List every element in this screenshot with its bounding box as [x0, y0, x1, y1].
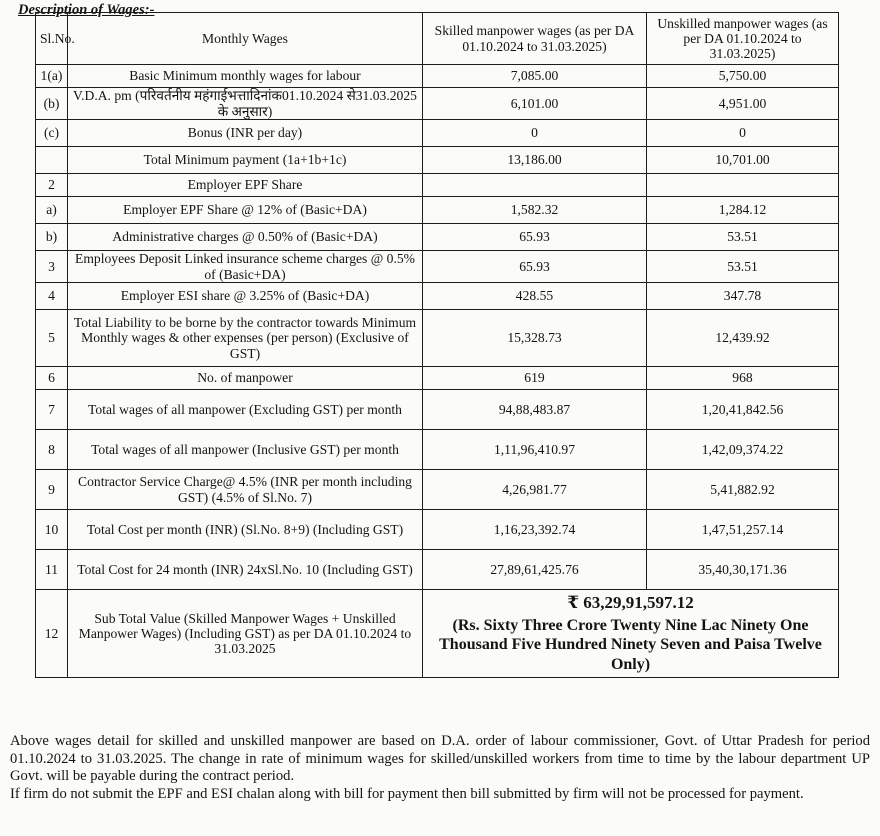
note-paragraph: If firm do not submit the EPF and ESI chalan along with bill for payment then bill submitted by firm will not be processed for payment. [10, 785, 804, 802]
cell-unskilled: 10,701.00 [647, 147, 839, 174]
table-row [36, 65, 839, 88]
summary-desc: Sub Total Value (Skilled Manpower Wages + Unskilled Manpower Wages) (Including GST) as per DA 01.10.2024 to 31.03.2025 [68, 590, 423, 678]
table-row [36, 510, 839, 550]
cell-sl: 4 [36, 283, 68, 310]
cell-sl: (b) [36, 88, 68, 120]
notes [10, 733, 870, 803]
col-header-unskilled: Unskilled manpower wages (as per DA 01.10.2024 to 31.03.2025) [647, 13, 839, 65]
summary-amount: ₹ 63,29,91,597.12 [567, 592, 694, 612]
table-header-row [36, 13, 839, 65]
cell-skilled: 428.55 [423, 283, 647, 310]
table-row [36, 147, 839, 174]
cell-skilled: 1,582.32 [423, 197, 647, 224]
cell-sl: 11 [36, 550, 68, 590]
cell-unskilled: 1,284.12 [647, 197, 839, 224]
section-heading: Description of Wages:- [18, 2, 155, 18]
cell-desc: Total wages of all manpower (Excluding GST) per month [68, 390, 423, 430]
cell-desc: Employees Deposit Linked insurance scheme charges @ 0.5% of (Basic+DA) [68, 251, 423, 283]
cell-unskilled: 12,439.92 [647, 310, 839, 367]
cell-skilled [423, 174, 647, 197]
table-row [36, 251, 839, 283]
cell-desc: Total Minimum payment (1a+1b+1c) [68, 147, 423, 174]
table-row [36, 197, 839, 224]
cell-skilled: 4,26,981.77 [423, 470, 647, 510]
cell-desc: Total Cost per month (INR) (Sl.No. 8+9) (Including GST) [68, 510, 423, 550]
table-row [36, 120, 839, 147]
cell-skilled: 619 [423, 367, 647, 390]
cell-skilled: 15,328.73 [423, 310, 647, 367]
cell-unskilled: 1,20,41,842.56 [647, 390, 839, 430]
cell-desc: Contractor Service Charge@ 4.5% (INR per month including GST) (4.5% of Sl.No. 7) [68, 470, 423, 510]
cell-unskilled: 347.78 [647, 283, 839, 310]
cell-unskilled: 1,47,51,257.14 [647, 510, 839, 550]
cell-skilled: 65.93 [423, 224, 647, 251]
cell-sl: 6 [36, 367, 68, 390]
cell-sl: (c) [36, 120, 68, 147]
note-paragraph: Above wages detail for skilled and unskilled manpower are based on D.A. order of labour commissioner, Govt. of Uttar Pradesh for period 01.10.2024 to 31.03.2025. The change in rate of minimum wages for skilled/unskilled workers from time to time by the labour department UP Govt. will be payable during the contract period. [10, 733, 870, 784]
cell-desc: Basic Minimum monthly wages for labour [68, 65, 423, 88]
cell-unskilled: 53.51 [647, 251, 839, 283]
summary-sl: 12 [36, 590, 68, 678]
cell-desc: Total Cost for 24 month (INR) 24xSl.No. 10 (Including GST) [68, 550, 423, 590]
cell-skilled: 27,89,61,425.76 [423, 550, 647, 590]
cell-sl: 8 [36, 430, 68, 470]
cell-skilled: 1,11,96,410.97 [423, 430, 647, 470]
cell-unskilled: 35,40,30,171.36 [647, 550, 839, 590]
cell-desc: Total wages of all manpower (Inclusive GST) per month [68, 430, 423, 470]
cell-sl: 9 [36, 470, 68, 510]
cell-unskilled: 5,750.00 [647, 65, 839, 88]
table-row [36, 174, 839, 197]
cell-sl: b) [36, 224, 68, 251]
table-row [36, 430, 839, 470]
cell-unskilled: 4,951.00 [647, 88, 839, 120]
cell-sl [36, 147, 68, 174]
cell-skilled: 13,186.00 [423, 147, 647, 174]
cell-desc: No. of manpower [68, 367, 423, 390]
table-row [36, 310, 839, 367]
cell-unskilled: 968 [647, 367, 839, 390]
cell-skilled: 0 [423, 120, 647, 147]
table-row [36, 550, 839, 590]
cell-sl: a) [36, 197, 68, 224]
cell-desc: Employer EPF Share [68, 174, 423, 197]
cell-desc: Bonus (INR per day) [68, 120, 423, 147]
cell-desc: Total Liability to be borne by the contractor towards Minimum Monthly wages & other expenses (per person) (Exclusive of GST) [68, 310, 423, 367]
col-header-sl: Sl.No. [36, 13, 68, 65]
cell-desc: Employer EPF Share @ 12% of (Basic+DA) [68, 197, 423, 224]
table-row [36, 390, 839, 430]
cell-unskilled: 53.51 [647, 224, 839, 251]
cell-unskilled: 0 [647, 120, 839, 147]
cell-sl: 10 [36, 510, 68, 550]
cell-sl: 2 [36, 174, 68, 197]
table-row [36, 367, 839, 390]
cell-desc: Administrative charges @ 0.50% of (Basic+DA) [68, 224, 423, 251]
cell-sl: 3 [36, 251, 68, 283]
col-header-skilled: Skilled manpower wages (as per DA 01.10.2024 to 31.03.2025) [423, 13, 647, 65]
cell-sl: 1(a) [36, 65, 68, 88]
cell-sl: 5 [36, 310, 68, 367]
table-row [36, 283, 839, 310]
summary-amount-words: (Rs. Sixty Three Crore Twenty Nine Lac Ninety One Thousand Five Hundred Ninety Seven and Paisa Twelve Only) [439, 616, 822, 673]
cell-unskilled: 5,41,882.92 [647, 470, 839, 510]
cell-skilled: 1,16,23,392.74 [423, 510, 647, 550]
cell-desc: V.D.A. pm (परिवर्तनीय महंगाईभत्तादिनांक01.10.2024 से31.03.2025 के अनुसार) [68, 88, 423, 120]
wages-table [35, 12, 839, 678]
table-row [36, 88, 839, 120]
summary-value [423, 590, 839, 678]
table-row [36, 224, 839, 251]
cell-sl: 7 [36, 390, 68, 430]
cell-desc: Employer ESI share @ 3.25% of (Basic+DA) [68, 283, 423, 310]
cell-skilled: 6,101.00 [423, 88, 647, 120]
table-row [36, 470, 839, 510]
cell-unskilled: 1,42,09,374.22 [647, 430, 839, 470]
cell-skilled: 65.93 [423, 251, 647, 283]
col-header-desc: Monthly Wages [68, 13, 423, 65]
summary-row [36, 590, 839, 678]
cell-skilled: 7,085.00 [423, 65, 647, 88]
cell-unskilled [647, 174, 839, 197]
cell-skilled: 94,88,483.87 [423, 390, 647, 430]
